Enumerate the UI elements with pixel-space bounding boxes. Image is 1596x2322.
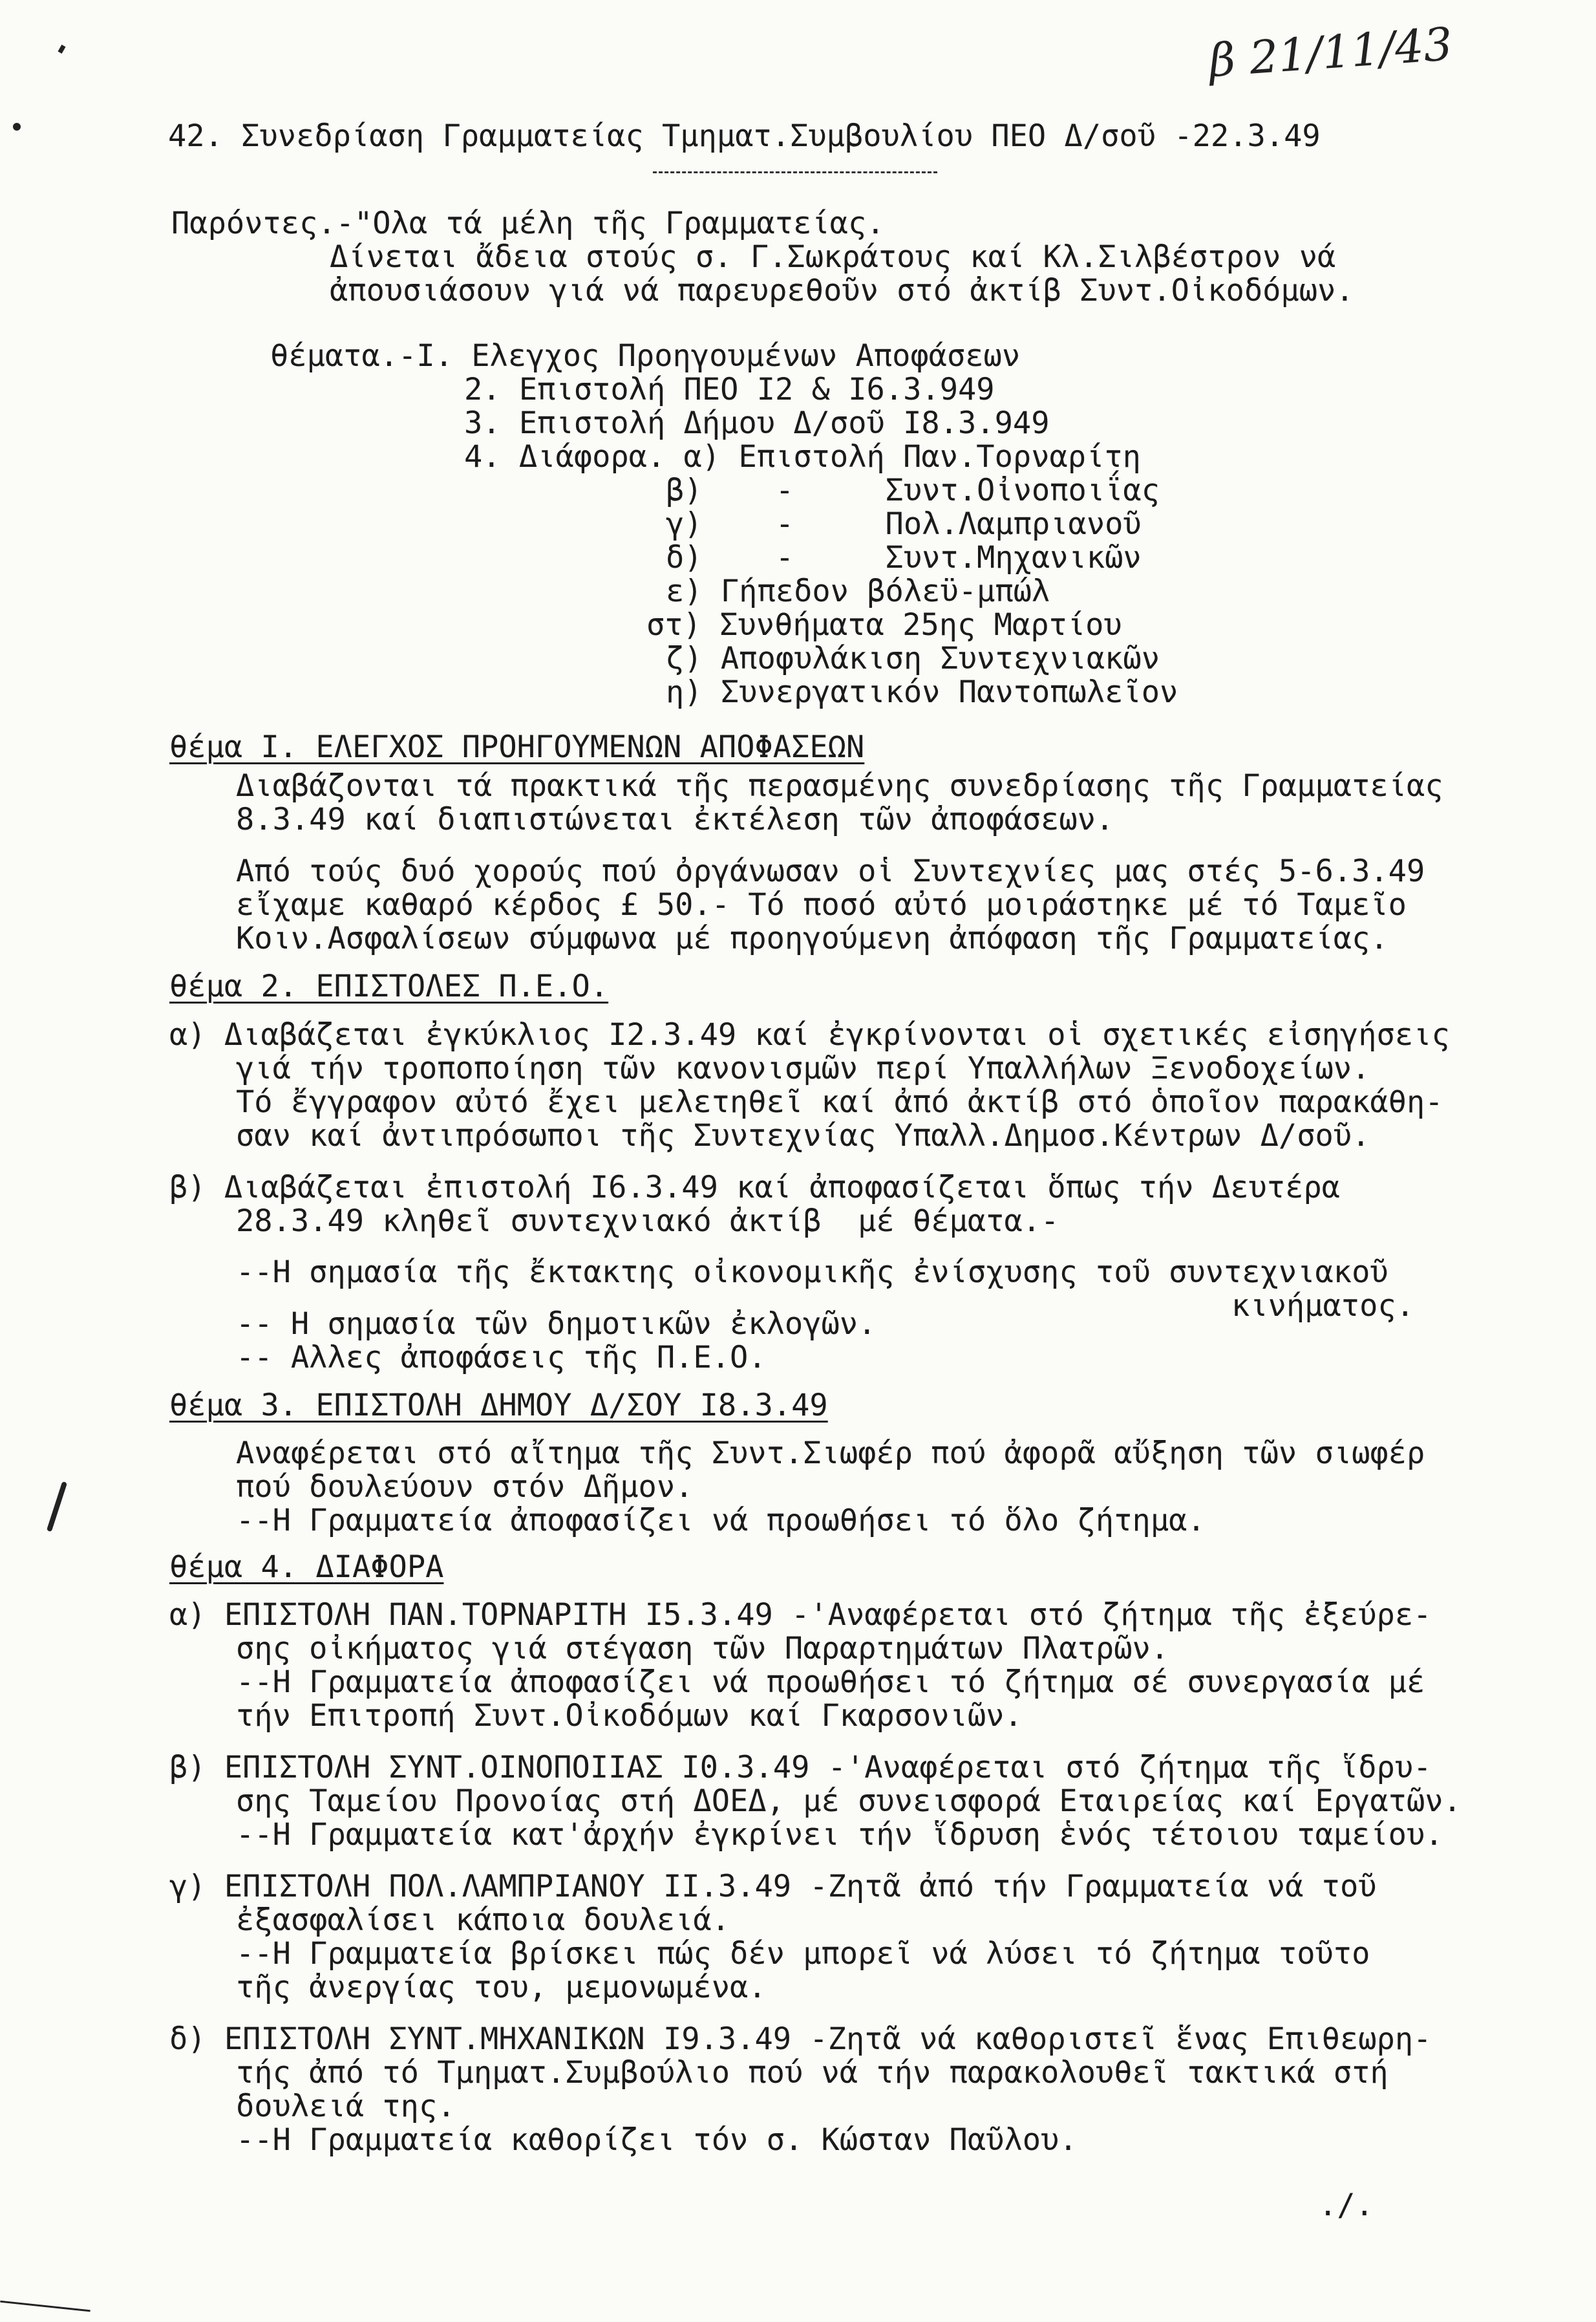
section-4-line-13: τής ἀπό τό Τμηματ.Συμβούλιο πού νά τήν παρακολουθεῖ τακτικά στή [236, 2055, 1389, 2091]
section-3-line-2: πού δουλεύουν στόν Δῆμον. [236, 1469, 694, 1505]
section-4-line-6: σης Ταμείου Προνοίας στή ΔΟΕΔ, μέ συνεισφορά Εταιρείας καί Εργατῶν. [236, 1783, 1462, 1819]
page-end-marker: ./. [1319, 2188, 1374, 2223]
section-4-line-9: ἐξασφαλίσει κάποια δουλειά. [236, 1902, 730, 1938]
margin-mark-line [0, 2301, 90, 2312]
margin-mark-bullet [13, 123, 21, 131]
section-2-line-3: Τό ἔγγραφον αὐτό ἔχει μελετηθεῖ καί ἀπό ἀκτίβ στό ὁποῖον παρακάθη- [236, 1084, 1443, 1120]
section-2-heading: θέμα 2. ΕΠΙΣΤΟΛΕΣ Π.Ε.Ο. [169, 969, 609, 1004]
section-4-line-11: τῆς ἀνεργίας του, μεμονωμένα. [236, 1970, 767, 2005]
agenda-sub-g: ζ) Αποφυλάκιση Συντεχνιακῶν [666, 641, 1160, 676]
attendance-line-1: Παρόντες.-"Ολα τά μέλη τῆς Γραμματείας. [171, 206, 885, 241]
agenda-sub-f: στ) Συνθήματα 25ης Μαρτίου [646, 607, 1122, 643]
section-2-line-2: γιά τήν τροποποίηση τῶν κανονισμῶν περί Υπαλλήλων Ξενοδοχείων. [236, 1051, 1370, 1086]
agenda-sub-e: ε) Γήπεδον βόλεϋ-μπώλ [666, 574, 1050, 609]
section-4-line-10: --Η Γραμματεία βρίσκει πώς δέν μπορεῖ νά λύσει τό ζήτημα τοῦτο [236, 1936, 1370, 1972]
agenda-sub-b: β) - Συντ.Οἰνοποιΐας [666, 473, 1160, 508]
attendance-line-3: ἀπουσιάσουν γιά νά παρευρεθοῦν στό ἀκτίβ Συντ.Οἰκοδόμων. [330, 273, 1354, 308]
section-2-line-10: -- Αλλες ἀποφάσεις τῆς Π.Ε.Ο. [236, 1340, 767, 1375]
section-4-line-3: --Η Γραμματεία ἀποφασίζει νά προωθήσει τό ζήτημα σέ συνεργασία μέ [236, 1664, 1425, 1700]
section-3-line-1: Αναφέρεται στό αἴτημα τῆς Συντ.Σιωφέρ πού ἀφορᾶ αὔξηση τῶν σιωφέρ [236, 1435, 1425, 1471]
section-4-line-7: --Η Γραμματεία κατ'ἀρχήν ἐγκρίνει τήν ἵδρυση ἑνός τέτοιου ταμείου. [236, 1817, 1443, 1853]
section-4-line-5: β) ΕΠΙΣΤΟΛΗ ΣΥΝΤ.ΟΙΝΟΠΟΙΙΑΣ Ι0.3.49 -'Αναφέρεται στό ζήτημα τῆς ἵδρυ- [169, 1750, 1432, 1785]
section-4-line-1: α) ΕΠΙΣΤΟΛΗ ΠΑΝ.ΤΟΡΝΑΡΙΤΗ Ι5.3.49 -'Αναφέρεται στό ζήτημα τῆς ἐξεύρε- [169, 1597, 1432, 1633]
attendance-line-2: Δίνεται ἄδεια στούς σ. Γ.Σωκράτους καί Κλ.Σιλβέστρον νά [330, 239, 1336, 275]
section-2-line-4: σαν καί ἀντιπρόσωποι τῆς Συντεχνίας Υπαλλ.Δημοσ.Κέντρων Δ/σοῦ. [236, 1118, 1370, 1154]
section-2-line-9: -- Η σημασία τῶν δημοτικῶν ἐκλογῶν. [236, 1306, 877, 1342]
agenda-sub-c: γ) - Πολ.Λαμπριανοῦ [666, 506, 1142, 542]
document-title: 42. Συνεδρίαση Γραμματείας Τμηματ.Συμβουλίου ΠΕΟ Δ/σοῦ -22.3.49 [168, 118, 1321, 154]
section-4-line-12: δ) ΕΠΙΣΤΟΛΗ ΣΥΝΤ.ΜΗΧΑΝΙΚΩΝ Ι9.3.49 -Ζητᾶ νά καθοριστεῖ ἕνας Επιθεωρη- [169, 2021, 1432, 2057]
section-2-line-7: --Η σημασία τῆς ἔκτακτης οἰκονομικῆς ἐνίσχυσης τοῦ συντεχνιακοῦ [236, 1254, 1389, 1290]
handwritten-annotation: β 21/11/43 [1207, 17, 1454, 88]
section-1-heading: θέμα Ι. ΕΛΕΓΧΟΣ ΠΡΟΗΓΟΥΜΕΝΩΝ ΑΠΟΦΑΣΕΩΝ [169, 729, 865, 765]
agenda-item-3: 3. Επιστολή Δήμου Δ/σοῦ Ι8.3.949 [464, 405, 1050, 441]
section-1-line-2: 8.3.49 καί διαπιστώνεται ἐκτέλεση τῶν ἀποφάσεων. [236, 802, 1114, 837]
section-1-line-1: Διαβάζονται τά πρακτικά τῆς περασμένης συνεδρίασης τῆς Γραμματείας [236, 768, 1443, 804]
section-2-line-6: 28.3.49 κληθεῖ συντεχνιακό ἀκτίβ μέ θέματα.- [236, 1203, 1059, 1239]
section-3-line-3: --Η Γραμματεία ἀποφασίζει νά προωθήσει τό ὅλο ζήτημα. [236, 1503, 1206, 1538]
section-4-heading: θέμα 4. ΔΙΑΦΟΡΑ [169, 1549, 444, 1585]
section-4-line-15: --Η Γραμματεία καθορίζει τόν σ. Κώσταν Παῦλου. [236, 2122, 1078, 2158]
section-2-line-8: κινήματος. [1231, 1288, 1414, 1324]
margin-mark-hook [47, 1481, 67, 1532]
agenda-item-4: 4. Διάφορα. α) Επιστολή Παν.Τορναρίτη [464, 439, 1141, 475]
section-2-line-1: α) Διαβάζεται ἐγκύκλιος Ι2.3.49 καί ἐγκρίνονται οἱ σχετικές εἰσηγήσεις [169, 1017, 1450, 1053]
section-4-line-14: δουλειά της. [236, 2089, 456, 2124]
margin-mark-top [58, 45, 65, 54]
section-1-line-3: Από τούς δυό χορούς πού ὀργάνωσαν οἱ Συντεχνίες μας στές 5-6.3.49 [236, 854, 1425, 889]
agenda-item-2: 2. Επιστολή ΠΕΟ Ι2 & Ι6.3.949 [464, 372, 995, 407]
agenda-sub-h: η) Συνεργατικόν Παντοπωλεῖον [666, 674, 1178, 710]
agenda-item-1: θέματα.-Ι. Ελεγχος Προηγουμένων Αποφάσεων [270, 338, 1021, 374]
title-underline [653, 171, 937, 173]
section-1-line-4: εἴχαμε καθαρό κέρδος £ 50.- Τό ποσό αὐτό μοιράστηκε μέ τό Ταμεῖο [236, 887, 1407, 923]
agenda-sub-d: δ) - Συντ.Μηχανικῶν [666, 540, 1142, 575]
section-4-line-8: γ) ΕΠΙΣΤΟΛΗ ΠΟΛ.ΛΑΜΠΡΙΑΝΟΥ ΙΙ.3.49 -Ζητᾶ ἀπό τήν Γραμματεία νά τοῦ [169, 1869, 1377, 1904]
section-4-line-2: σης οἰκήματος γιά στέγαση τῶν Παραρτημάτων Πλατρῶν. [236, 1631, 1169, 1666]
section-2-line-5: β) Διαβάζεται ἐπιστολή Ι6.3.49 καί ἀποφασίζεται ὅπως τήν Δευτέρα [169, 1170, 1340, 1205]
section-3-heading: θέμα 3. ΕΠΙΣΤΟΛΗ ΔΗΜΟΥ Δ/ΣΟΥ Ι8.3.49 [169, 1388, 828, 1423]
section-1-line-5: Κοιν.Ασφαλίσεων σύμφωνα μέ προηγούμενη ἀπόφαση τῆς Γραμματείας. [236, 921, 1389, 956]
section-4-line-4: τήν Επιτροπή Συντ.Οἰκοδόμων καί Γκαρσονιῶν. [236, 1698, 1023, 1734]
